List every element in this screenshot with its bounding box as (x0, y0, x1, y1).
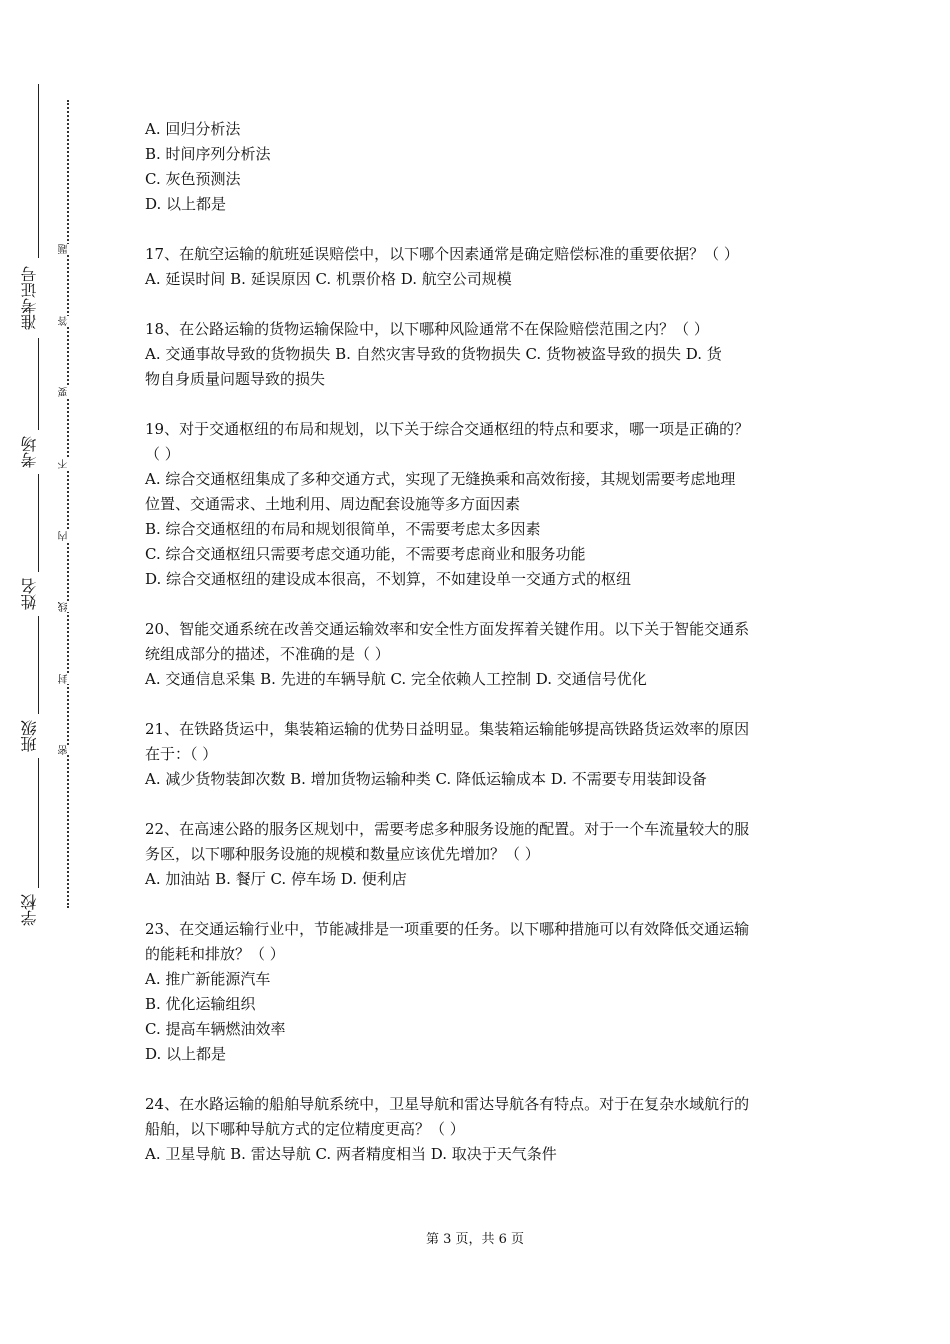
question-20 (145, 617, 810, 692)
question-18 (145, 317, 810, 392)
question-stem-continued: 在于：（ ） (145, 745, 218, 763)
option-a-continued: 位置、交通需求、土地利用、周边配套设施等多方面因素 (145, 495, 521, 513)
question-21 (145, 717, 810, 792)
question-stem-continued: 务区，以下哪种服务设施的规模和数量应该优先增加？（ ） (145, 845, 540, 863)
option-b: B. 综合交通枢纽的布局和规划很简单，不需要考虑太多因素 (145, 520, 541, 538)
binding-margin (0, 0, 100, 1344)
question-22 (145, 817, 810, 892)
question-options: A. 减少货物装卸次数 B. 增加货物运输种类 C. 降低运输成本 D. 不需要专用装卸设备 (145, 770, 707, 788)
question-stem: 20、智能交通系统在改善交通运输效率和安全性方面发挥着关键作用。以下关于智能交通系 (145, 620, 750, 638)
question-content (145, 117, 810, 1167)
option-b: B. 优化运输组织 (145, 995, 256, 1013)
option-c: C. 综合交通枢纽只需要考虑交通功能，不需要考虑商业和服务功能 (145, 545, 586, 563)
question-options: A. 卫星导航 B. 雷达导航 C. 两者精度相当 D. 取决于天气条件 (145, 1145, 557, 1163)
seal-char-yao: 要 (58, 387, 78, 397)
question-stem: 19、对于交通枢纽的布局和规划，以下关于综合交通枢纽的特点和要求，哪一项是正确的？ (145, 420, 750, 438)
question-stem: 24、在水路运输的船舶导航系统中，卫星导航和雷达导航各有特点。对于在复杂水域航行的 (145, 1095, 750, 1113)
question-16-options (145, 117, 810, 217)
option-d: D. 以上都是 (145, 1045, 227, 1063)
seal-dotted-line (67, 100, 69, 908)
seal-char-xian: 线 (58, 602, 78, 612)
question-stem: 21、在铁路货运中，集装箱运输的优势日益明显。集装箱运输能够提高铁路货运效率的原因 (145, 720, 750, 738)
question-stem-continued: 统组成部分的描述，不准确的是（ ） (145, 645, 390, 663)
option-c: C. 提高车辆燃油效率 (145, 1020, 286, 1038)
option-b: B. 时间序列分析法 (145, 145, 271, 163)
option-a: A. 回归分析法 (145, 120, 241, 138)
question-17 (145, 242, 810, 292)
question-stem-continued: （ ） (145, 445, 180, 463)
option-d: D. 综合交通枢纽的建设成本很高，不划算，不如建设单一交通方式的枢纽 (145, 570, 632, 588)
school-label: 学校 (21, 888, 55, 932)
exam-room-label: 考场 (21, 430, 55, 474)
option-d: D. 以上都是 (145, 195, 227, 213)
question-23 (145, 917, 810, 1067)
option-a: A. 推广新能源汽车 (145, 970, 271, 988)
question-stem: 18、在公路运输的货物运输保险中，以下哪种风险通常不在保险赔偿范围之内？（ ） (145, 320, 709, 338)
question-stem-continued: 船舶，以下哪种导航方式的定位精度更高？（ ） (145, 1120, 465, 1138)
question-24 (145, 1092, 810, 1167)
binding-solid-line (38, 84, 39, 932)
name-label: 姓名 (21, 572, 55, 616)
option-c: C. 灰色预测法 (145, 170, 241, 188)
seal-char-bu: 不 (58, 459, 78, 469)
question-options: A. 交通事故导致的货物损失 B. 自然灾害导致的货物损失 C. 货物被盗导致的损失 D. 货 (145, 345, 722, 363)
seal-char-nei: 内 (58, 531, 78, 541)
class-label: 班级 (21, 714, 55, 758)
seal-char-da: 答 (58, 316, 78, 326)
seal-char-ti: 题 (58, 244, 78, 254)
question-19 (145, 417, 810, 592)
question-stem: 17、在航空运输的航班延误赔偿中，以下哪个因素通常是确定赔偿标准的重要依据？（ ） (145, 245, 739, 263)
question-stem: 23、在交通运输行业中，节能减排是一项重要的任务。以下哪种措施可以有效降低交通运输 (145, 920, 750, 938)
question-options: A. 加油站 B. 餐厅 C. 停车场 D. 便利店 (145, 870, 407, 888)
question-options: A. 交通信息采集 B. 先进的车辆导航 C. 完全依赖人工控制 D. 交通信号优化 (145, 670, 647, 688)
exam-id-label: 准考证号 (21, 258, 55, 338)
seal-char-mi: 密 (58, 745, 78, 755)
seal-char-feng: 封 (58, 674, 78, 684)
question-stem: 22、在高速公路的服务区规划中，需要考虑多种服务设施的配置。对于一个车流量较大的服 (145, 820, 750, 838)
question-stem-continued: 的能耗和排放？（ ） (145, 945, 285, 963)
page-number: 第 3 页，共 6 页 (425, 1232, 525, 1247)
question-options: A. 延误时间 B. 延误原因 C. 机票价格 D. 航空公司规模 (145, 270, 512, 288)
option-a: A. 综合交通枢纽集成了多种交通方式，实现了无缝换乘和高效衔接，其规划需要考虑地理 (145, 470, 736, 488)
question-options-continued: 物自身质量问题导致的损失 (145, 370, 326, 388)
